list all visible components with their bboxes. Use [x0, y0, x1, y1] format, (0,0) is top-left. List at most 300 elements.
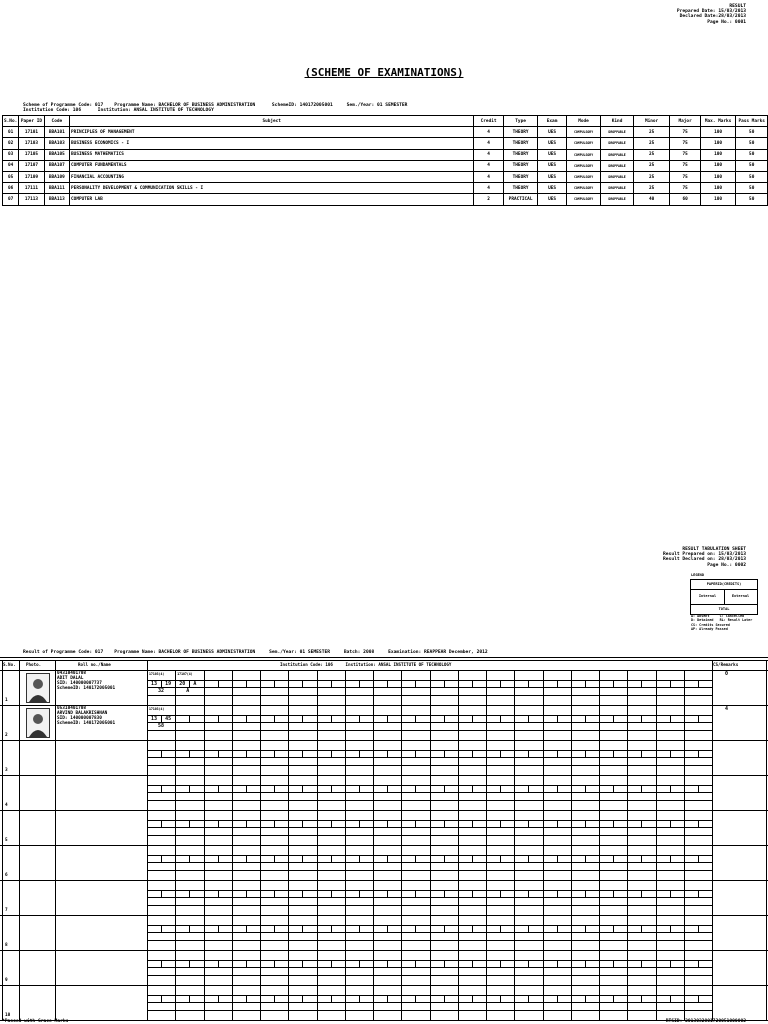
- marks-grid-line: [232, 670, 233, 705]
- marks-grid-line: [204, 810, 205, 845]
- marks-grid-line: [373, 705, 374, 740]
- marks-grid-line: [557, 750, 558, 757]
- student-scheme: SchemeID: 140172005001: [57, 686, 116, 691]
- internal-marks: 13: [151, 681, 158, 687]
- marks-grid-line: [161, 960, 162, 967]
- marks-grid-line: [444, 855, 445, 862]
- marks-grid-line: [302, 715, 303, 722]
- scheme-col-header: Subject: [70, 116, 474, 127]
- marks-grid-line: [613, 925, 614, 932]
- marks-grid-line: [345, 670, 346, 705]
- marks-grid-line: [543, 705, 544, 740]
- col-header-cs: CS/Remarks: [713, 662, 739, 667]
- marks-grid-line: [415, 995, 416, 1002]
- marks-grid-line: [232, 950, 233, 985]
- scheme-col-header: Kind: [601, 116, 634, 127]
- marks-grid-line: [641, 995, 642, 1002]
- marks-grid-line: [656, 880, 657, 915]
- marks-grid-line: [288, 670, 289, 705]
- scheme-cell: 50: [736, 149, 768, 160]
- marks-grid-line: [698, 960, 699, 967]
- marks-grid-line: [175, 845, 176, 880]
- marks-grid-line: [373, 810, 374, 845]
- marks-grid-line: [345, 950, 346, 985]
- marks-grid-line: [302, 785, 303, 792]
- marks-grid-line: [317, 775, 318, 810]
- marks-grid-line: [670, 925, 671, 932]
- marks-grid-line: [698, 750, 699, 757]
- scheme-cell: 75: [670, 183, 700, 194]
- marks-grid-line: [161, 855, 162, 862]
- result-info: Result of Programme Code: 017 Programme Name: BACHELOR OF BUSINESS ADMINISTRATION Sem./Year: 01 SEMESTER Batch: 2008 Examination: REAPPEAR December, 2012: [23, 650, 488, 655]
- scheme-cell: 2: [474, 194, 503, 205]
- scheme-col-header: Exam: [538, 116, 566, 127]
- marks-grid-line: [345, 915, 346, 950]
- marks-grid-line: [444, 925, 445, 932]
- marks-grid-line: [486, 985, 487, 1020]
- marks-grid-line: [317, 810, 318, 845]
- grid-line: [0, 985, 768, 986]
- marks-grid-line: [684, 775, 685, 810]
- marks-grid-line: [175, 740, 176, 775]
- marks-grid-line: [641, 960, 642, 967]
- scheme-col-header: Pass Marks: [736, 116, 768, 127]
- marks-grid-line: [585, 715, 586, 722]
- marks-grid-line: [458, 915, 459, 950]
- marks-grid-line: [557, 925, 558, 932]
- marks-grid-line: [218, 855, 219, 862]
- marks-grid-line: [260, 950, 261, 985]
- scheme-cell: THEORY: [503, 171, 538, 182]
- student-name: ADIT DALAL: [57, 676, 84, 681]
- legend-total: TOTAL: [718, 607, 730, 611]
- marks-grid-line: [161, 785, 162, 792]
- prepared-date: Prepared Date: 15/03/2013: [676, 9, 746, 15]
- marks-grid-line: [627, 670, 628, 705]
- marks-grid-line: [288, 705, 289, 740]
- page-number-2: Page No.: 0002: [707, 562, 746, 568]
- scheme-cell: COMPUTER FUNDAMENTALS: [70, 160, 474, 171]
- result-header: [586, 4, 746, 25]
- marks-grid-line: [684, 985, 685, 1020]
- marks-grid-line: [359, 960, 360, 967]
- marks-grid-line: [232, 915, 233, 950]
- marks-grid-line: [415, 680, 416, 687]
- scheme-cell: BBA113: [44, 194, 69, 205]
- scheme-info-line1: Scheme of Programme Code: 017 Programme Name: BACHELOR OF BUSINESS ADMINISTRATION SchemeID: 140172005001 Sem./Year: 01 SEMESTER: [23, 103, 408, 108]
- marks-grid-line: [684, 915, 685, 950]
- marks-grid-line: [232, 740, 233, 775]
- scheme-cell: 75: [670, 138, 700, 149]
- marks-grid-line: [472, 715, 473, 722]
- marks-grid-line: [430, 950, 431, 985]
- marks-grid-line: [599, 740, 600, 775]
- marks-grid-line: [684, 705, 685, 740]
- marks-grid-line: [627, 985, 628, 1020]
- marks-grid-line: [415, 890, 416, 897]
- scheme-cell: UES: [538, 171, 566, 182]
- marks-grid-line: [500, 925, 501, 932]
- marks-grid-line: [599, 985, 600, 1020]
- marks-grid-line: [260, 915, 261, 950]
- marks-grid-line: [656, 985, 657, 1020]
- marks-grid-line: [430, 880, 431, 915]
- scheme-table: [2, 115, 768, 206]
- marks-grid-line: [458, 985, 459, 1020]
- marks-grid-line: [387, 680, 388, 687]
- marks-grid-line: [472, 995, 473, 1002]
- scheme-cell: COMPULSORY: [566, 183, 601, 194]
- marks-grid-line: [543, 810, 544, 845]
- marks-grid-line: [557, 960, 558, 967]
- marks-grid-line: [430, 670, 431, 705]
- marks-grid-line: [500, 820, 501, 827]
- marks-grid-line: [613, 995, 614, 1002]
- scheme-cell: 17107: [19, 160, 44, 171]
- marks-grid-line: [613, 960, 614, 967]
- paper-id: 17107(4): [177, 672, 193, 676]
- scheme-cell: BUSINESS MATHEMATICS: [70, 149, 474, 160]
- marks-grid-line: [345, 775, 346, 810]
- marks-grid-line: [288, 845, 289, 880]
- scheme-row: [3, 138, 768, 149]
- marks-grid-line: [401, 705, 402, 740]
- marks-grid-line: [415, 750, 416, 757]
- grid-line: [712, 660, 713, 1020]
- marks-grid-line: [302, 750, 303, 757]
- marks-grid-line: [317, 845, 318, 880]
- internal-marks: 20: [179, 681, 186, 687]
- external-marks: A: [193, 681, 197, 687]
- marks-grid-line: [670, 890, 671, 897]
- marks-grid-line: [359, 995, 360, 1002]
- scheme-cell: 25: [633, 127, 670, 138]
- tabulation-header: [576, 547, 746, 568]
- scheme-cell: 17113: [19, 194, 44, 205]
- marks-grid-line: [204, 915, 205, 950]
- marks-grid-line: [656, 915, 657, 950]
- marks-grid-line: [698, 715, 699, 722]
- scheme-cell: 25: [633, 138, 670, 149]
- scheme-row: [3, 194, 768, 205]
- marks-grid-line: [514, 915, 515, 950]
- marks-grid-line: [486, 880, 487, 915]
- grid-line: [0, 915, 768, 916]
- scheme-cell: BUSINESS ECONOMICS - I: [70, 138, 474, 149]
- marks-grid-line: [599, 915, 600, 950]
- marks-grid-line: [656, 740, 657, 775]
- scheme-cell: PRINCIPLES OF MANAGEMENT: [70, 127, 474, 138]
- scheme-cell: 4: [474, 138, 503, 149]
- marks-grid-line: [585, 680, 586, 687]
- marks-grid-line: [288, 950, 289, 985]
- scheme-cell: 75: [670, 149, 700, 160]
- scheme-cell: 17103: [19, 138, 44, 149]
- marks-grid-line: [430, 985, 431, 1020]
- marks-grid-line: [317, 880, 318, 915]
- marks-grid-line: [684, 670, 685, 705]
- footer-note: *Passed with Grace Marks: [2, 1019, 69, 1024]
- legend-box: [690, 579, 758, 615]
- marks-grid-line: [401, 775, 402, 810]
- marks-grid-line: [189, 820, 190, 827]
- scheme-cell: 25: [633, 171, 670, 182]
- marks-grid-line: [232, 985, 233, 1020]
- scheme-cell: 4: [474, 183, 503, 194]
- marks-grid-line: [387, 890, 388, 897]
- marks-grid-line: [599, 845, 600, 880]
- marks-grid-line: [641, 820, 642, 827]
- marks-grid-line: [189, 680, 190, 687]
- marks-grid-line: [472, 750, 473, 757]
- scheme-cell: 75: [670, 160, 700, 171]
- marks-grid-line: [415, 785, 416, 792]
- marks-grid-line: [288, 740, 289, 775]
- marks-grid-line: [670, 995, 671, 1002]
- scheme-cell: BBA107: [44, 160, 69, 171]
- marks-grid-line: [656, 950, 657, 985]
- marks-grid-line: [288, 810, 289, 845]
- grid-line: [0, 670, 768, 671]
- marks-grid-line: [401, 845, 402, 880]
- marks-grid-line: [415, 820, 416, 827]
- marks-grid-line: [571, 950, 572, 985]
- marks-grid-line: [415, 925, 416, 932]
- marks-grid-line: [543, 775, 544, 810]
- paper-id: 17103(4): [149, 672, 165, 676]
- marks-grid-line: [486, 670, 487, 705]
- marks-grid-line: [387, 925, 388, 932]
- marks-grid-line: [189, 750, 190, 757]
- marks-grid-line: [444, 680, 445, 687]
- marks-grid-line: [274, 715, 275, 722]
- marks-grid-line: [274, 890, 275, 897]
- scheme-cell: BBA105: [44, 149, 69, 160]
- marks-grid-line: [528, 890, 529, 897]
- marks-grid-line: [218, 750, 219, 757]
- marks-grid-line: [246, 925, 247, 932]
- marks-grid-line: [543, 950, 544, 985]
- scheme-header-row: [3, 116, 768, 127]
- marks-grid-line: [401, 810, 402, 845]
- scheme-cell: COMPUTER LAB: [70, 194, 474, 205]
- scheme-cell: 25: [633, 183, 670, 194]
- marks-grid-line: [331, 680, 332, 687]
- marks-grid-line: [557, 680, 558, 687]
- marks-grid-line: [288, 985, 289, 1020]
- scheme-cell: 50: [736, 183, 768, 194]
- grid-line: [0, 810, 768, 811]
- marks-grid-line: [458, 705, 459, 740]
- scheme-cell: 100: [700, 183, 736, 194]
- legend-internal: Internal: [691, 589, 725, 605]
- scheme-cell: UES: [538, 183, 566, 194]
- student-sid: SID: 140000007830: [57, 716, 102, 721]
- scheme-cell: 4: [474, 160, 503, 171]
- marks-grid-line: [458, 810, 459, 845]
- scheme-cell: 100: [700, 160, 736, 171]
- marks-grid-line: [218, 785, 219, 792]
- marks-grid-line: [331, 890, 332, 897]
- marks-grid-line: [486, 775, 487, 810]
- marks-grid-line: [486, 950, 487, 985]
- marks-grid-line: [656, 845, 657, 880]
- marks-grid-line: [175, 880, 176, 915]
- marks-grid-line: [444, 715, 445, 722]
- scheme-row: [3, 127, 768, 138]
- scheme-row: [3, 171, 768, 182]
- row-sno: 4: [5, 803, 8, 808]
- scheme-cell: COMPULSORY: [566, 149, 601, 160]
- marks-grid-line: [528, 715, 529, 722]
- scheme-cell: COMPULSORY: [566, 127, 601, 138]
- legend-note: AP: Already Passed: [691, 626, 728, 631]
- marks-grid-line: [571, 670, 572, 705]
- marks-grid-line: [189, 785, 190, 792]
- credits-secured: 0: [725, 671, 729, 677]
- marks-grid-line: [274, 960, 275, 967]
- scheme-cell: DROPPABLE: [601, 194, 634, 205]
- marks-grid-line: [246, 820, 247, 827]
- marks-grid-line: [274, 925, 275, 932]
- marks-grid-line: [585, 855, 586, 862]
- marks-grid-line: [345, 740, 346, 775]
- marks-grid-line: [189, 925, 190, 932]
- legend-note: A: Absent C: Cancelled: [691, 614, 745, 618]
- page-number: Page No.: 0001: [707, 19, 746, 25]
- total-marks: 32: [158, 688, 165, 694]
- row-sno: 5: [5, 838, 8, 843]
- grid-line: [0, 880, 768, 881]
- marks-grid-line: [387, 750, 388, 757]
- scheme-cell: THEORY: [503, 183, 538, 194]
- row-sno: 2: [5, 733, 8, 738]
- marks-grid-line: [627, 705, 628, 740]
- marks-grid-line: [401, 950, 402, 985]
- scheme-col-header: Code: [44, 116, 69, 127]
- scheme-cell: 100: [700, 194, 736, 205]
- marks-grid-line: [613, 750, 614, 757]
- marks-grid-line: [161, 925, 162, 932]
- legend-note: D: Detained RL: Result Later: [691, 618, 753, 623]
- marks-grid-line: [260, 880, 261, 915]
- marks-grid-line: [260, 845, 261, 880]
- marks-grid-line: [246, 715, 247, 722]
- col-header-sno: S.No.: [3, 662, 16, 667]
- row-sno: 9: [5, 978, 8, 983]
- marks-grid-line: [444, 995, 445, 1002]
- scheme-cell: 75: [670, 171, 700, 182]
- marks-grid-line: [331, 820, 332, 827]
- scheme-cell: UES: [538, 138, 566, 149]
- marks-grid-line: [472, 680, 473, 687]
- marks-grid-line: [359, 750, 360, 757]
- marks-grid-line: [486, 845, 487, 880]
- scheme-cell: 50: [736, 194, 768, 205]
- marks-grid-line: [204, 880, 205, 915]
- marks-grid-line: [543, 845, 544, 880]
- marks-grid-line: [472, 890, 473, 897]
- scheme-cell: 60: [670, 194, 700, 205]
- scheme-cell: COMPULSORY: [566, 171, 601, 182]
- marks-grid-line: [698, 925, 699, 932]
- marks-grid-line: [599, 810, 600, 845]
- scheme-cell: 17109: [19, 171, 44, 182]
- scheme-cell: UES: [538, 149, 566, 160]
- scheme-cell: COMPULSORY: [566, 160, 601, 171]
- marks-grid-line: [317, 670, 318, 705]
- marks-grid-line: [359, 820, 360, 827]
- marks-grid-line: [331, 785, 332, 792]
- col-header-roll: Roll no./Name: [78, 662, 111, 667]
- scheme-cell: COMPULSORY: [566, 194, 601, 205]
- marks-grid-line: [345, 985, 346, 1020]
- marks-grid-line: [472, 925, 473, 932]
- marks-grid-line: [430, 810, 431, 845]
- marks-grid-line: [387, 820, 388, 827]
- marks-grid-line: [613, 680, 614, 687]
- scheme-cell: DROPPABLE: [601, 127, 634, 138]
- scheme-cell: 05: [3, 171, 19, 182]
- marks-grid-line: [218, 890, 219, 897]
- marks-grid-line: [472, 820, 473, 827]
- title-text: (SCHEME OF EXAMINATIONS): [304, 66, 464, 79]
- marks-grid-line: [571, 915, 572, 950]
- marks-grid-line: [345, 705, 346, 740]
- scheme-col-header: Major: [670, 116, 700, 127]
- marks-grid-line: [458, 880, 459, 915]
- marks-grid-line: [613, 890, 614, 897]
- marks-grid-line: [302, 820, 303, 827]
- legend-external: External: [724, 589, 757, 605]
- marks-grid-line: [486, 705, 487, 740]
- scheme-cell: 06: [3, 183, 19, 194]
- scheme-cell: COMPULSORY: [566, 138, 601, 149]
- total-marks: A: [186, 688, 190, 694]
- marks-grid-line: [599, 880, 600, 915]
- marks-grid-line: [500, 855, 501, 862]
- grid-line: [0, 845, 768, 846]
- scheme-cell: 50: [736, 138, 768, 149]
- marks-grid-line: [359, 925, 360, 932]
- marks-grid-line: [345, 845, 346, 880]
- marks-grid-line: [670, 715, 671, 722]
- marks-grid-line: [232, 810, 233, 845]
- grid-line: [0, 1020, 768, 1021]
- scheme-cell: 40: [633, 194, 670, 205]
- marks-grid-line: [486, 810, 487, 845]
- marks-grid-line: [599, 705, 600, 740]
- marks-grid-line: [345, 880, 346, 915]
- marks-grid-line: [543, 740, 544, 775]
- marks-grid-line: [571, 775, 572, 810]
- marks-grid-line: [345, 810, 346, 845]
- marks-grid-line: [557, 890, 558, 897]
- marks-grid-line: [444, 960, 445, 967]
- marks-grid-line: [246, 855, 247, 862]
- scheme-cell: DROPPABLE: [601, 171, 634, 182]
- marks-grid-line: [684, 740, 685, 775]
- internal-marks: 13: [151, 716, 158, 722]
- row-sno: 7: [5, 908, 8, 913]
- marks-grid-line: [204, 705, 205, 740]
- marks-grid-line: [627, 915, 628, 950]
- marks-grid-line: [571, 740, 572, 775]
- marks-grid-line: [373, 670, 374, 705]
- scheme-cell: PRACTICAL: [503, 194, 538, 205]
- marks-grid-line: [189, 995, 190, 1002]
- grid-line: [0, 950, 768, 951]
